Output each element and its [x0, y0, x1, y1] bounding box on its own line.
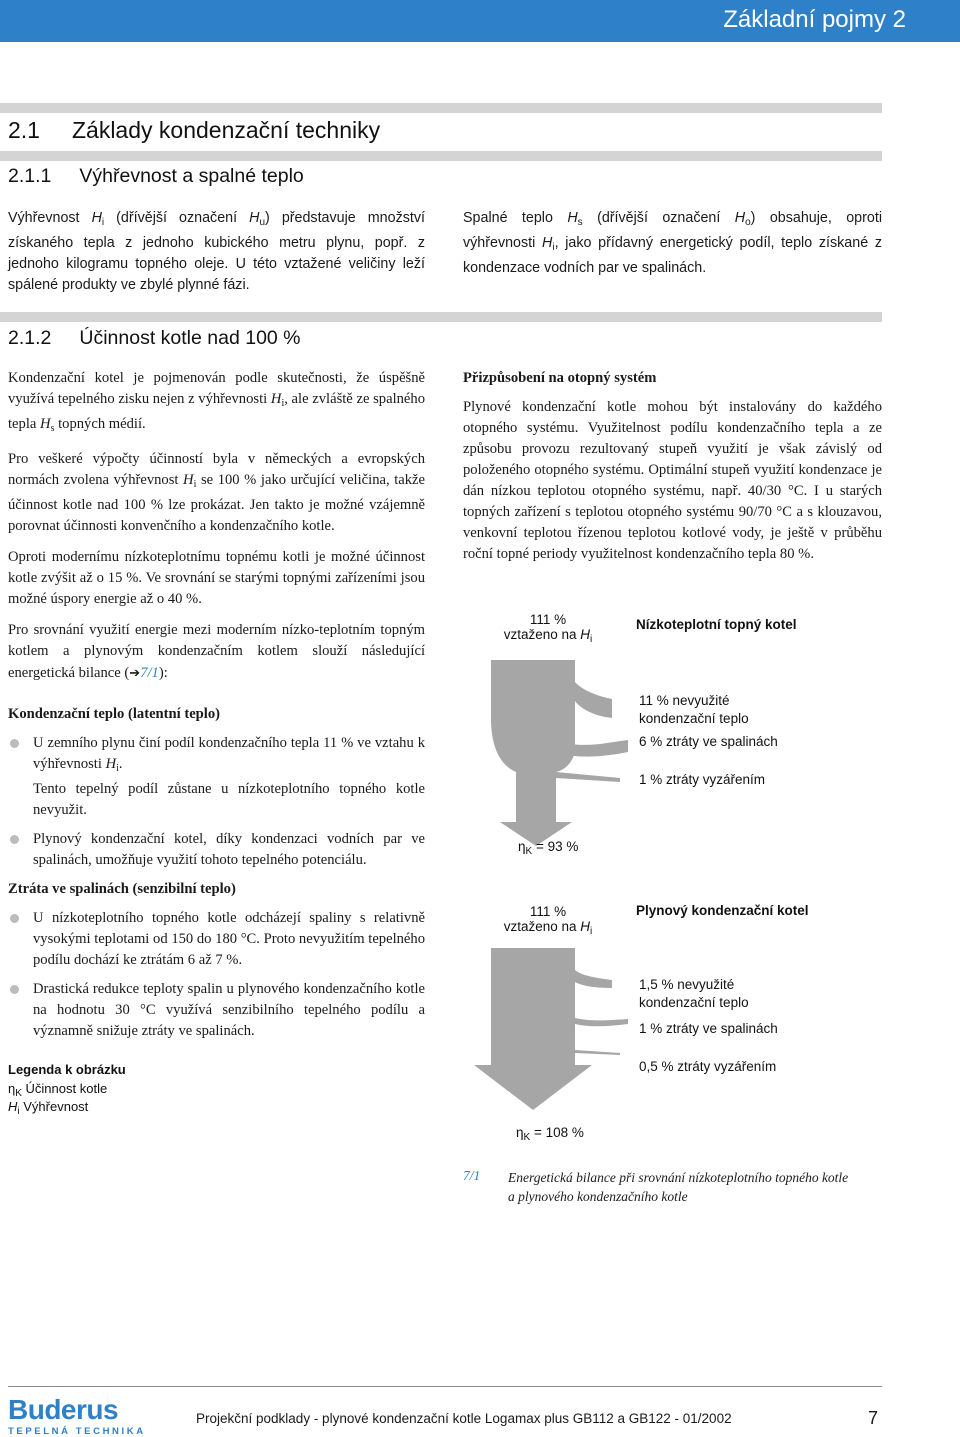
figure-ref-link[interactable]: 7/1: [140, 665, 159, 681]
diagram2-unused-label: 1,5 % nevyužité kondenzační teplo: [639, 977, 749, 1010]
section-2-1-2-heading: [8, 327, 301, 350]
flow-output-arrow: [474, 1000, 592, 1110]
gross-calorific-text: Spalné teplo $H_s$ (dřívější označení $H_o$) obsahuje, oproti výhřevnosti $H_i$, jako přídavný energetický podíl, teplo získané z kondenzace vodních par ve spalinách.: [463, 210, 882, 276]
section-title: Účinnost kotle nad 100 %: [79, 327, 301, 349]
efficiency-paragraph-3: Oproti modernímu nízkoteplotnímu topnému kotli je možné účinnost kotle zvýšit až o 15 %. Ve srovnání se starými topnými zařízeními jsou možné úspory energie až o 40 %.: [8, 549, 425, 607]
bullet-flue-1: U nízkoteplotního topného kotle odcházejí spaliny s relativně vysokými teplotami od 150 do 180 °C. Proto nevyužitím tepelného podílu dochází ke ztrátám 6 až 7 %.: [8, 908, 425, 971]
section-2-1-heading: [8, 117, 380, 144]
section-number: 2.1: [8, 117, 40, 143]
subsection-rule: [0, 312, 882, 322]
diagram2-input-label: 111 % vztaženo na $H_i$: [503, 904, 593, 937]
diagram1-input-label: 111 % vztaženo na $H_i$: [503, 612, 593, 645]
section-title: Výhřevnost a spalné teplo: [79, 165, 304, 187]
flow-radiation-loss: [575, 1050, 620, 1055]
efficiency-paragraph-1: Kondenzační kotel je pojmenován podle skutečnosti, že úspěšně využívá tepelného zisku nejen z výhřevnosti $H_i$, ale zvláště ze spalného tepla $H_s$ topných médií.: [8, 370, 426, 434]
bullet-latent-2: Plynový kondenzační kotel, díky kondenzaci vodních par ve spalinách, umožňuje využití tohoto tepelného potenciálu.: [8, 829, 425, 871]
section-number: 2.1.2: [8, 327, 52, 349]
page-header-title: Základní pojmy 2: [723, 6, 906, 33]
diagram1-flue-label: 6 % ztráty ve spalinách: [639, 734, 778, 749]
legend-eta: $\eta_K$ Účinnost kotle: [8, 1081, 108, 1099]
flow-radiation-loss: [556, 772, 620, 782]
diagram2-efficiency: $\eta_K = 108$ %: [516, 1125, 584, 1143]
diagram2-title: Plynový kondenzační kotel: [636, 903, 809, 918]
figure-number: 7/1: [463, 1168, 481, 1183]
efficiency-paragraph-4: Pro srovnání využití energie mezi moderním nízko-teplotním topným kotlem a plynovým kondenzačním kotlem slouží následující energetická bilance (➔7/1):: [8, 622, 425, 681]
bullet-latent-1: U zemního plynu činí podíl kondenzačního tepla 11 % ve vztahu k výhřevnosti $H_i$. Tento tepelný podíl zůstane u nízkoteplotního topného kotle nevyužit.: [8, 733, 425, 821]
legend-hi: $H_i$ Výhřevnost: [8, 1099, 89, 1117]
flue-loss-heading: Ztráta ve spalinách (senzibilní teplo): [8, 881, 236, 897]
efficiency-column: [8, 368, 425, 1042]
section-number: 2.1.1: [8, 165, 52, 187]
diagram2-radiation-label: 0,5 % ztráty vyzářením: [639, 1059, 777, 1074]
legend-title: Legenda k obrázku: [8, 1062, 126, 1077]
flow-output-arrow: [491, 718, 575, 846]
diagram1-title: Nízkoteplotní topný kotel: [636, 617, 797, 632]
bullet-flue-2: Drastická redukce teploty spalin u plynového kondenzačního kotle na hodnotu 30 °C využívá senzibilního tepelného podílu a významně snižuje ztráty ve spalinách.: [8, 979, 425, 1042]
section-rule: [0, 103, 882, 113]
latent-heat-heading: Kondenzační teplo (latentní teplo): [8, 706, 221, 722]
diagram1-efficiency: $\eta_K = 93$ %: [518, 839, 579, 857]
diagram1-unused-label: 11 % nevyužité kondenzační teplo: [639, 693, 749, 726]
arrow-icon: ➔: [129, 665, 141, 680]
subsection-rule: [0, 151, 882, 161]
flow-flue-loss: [575, 1018, 628, 1026]
footer-text: Projekční podklady - plynové kondenzační kotle Logamax plus GB112 a GB122 - 01/2002: [196, 1411, 732, 1426]
efficiency-paragraph-2: Pro veškeré výpočty účinností byla v německých a evropských normách zvolena výhřevnost $H_i$ se 100 % jako určující veličina, takže účinnost kotle nad 100 % lze prokázat. Jen takto je možné vzájemně porovnat účinnosti konvenčního a kondenzačního kotle.: [8, 451, 425, 534]
buderus-logo: Buderus TEPELNÁ TECHNIKA: [8, 1394, 146, 1437]
adaptation-column: [463, 368, 882, 565]
calorific-value-text: Výhřevnost $H_i$ (dřívější označení $H_u$) představuje množství získaného tepla z jednoho kubického metru plynu, popř. z jednoho kilogramu topného oleje. U této vztažené veličiny leží spálené produkty ve zbylé plynné fázi.: [8, 210, 425, 293]
footer-rule: [8, 1386, 882, 1387]
page-number: 7: [868, 1408, 879, 1428]
figure-caption: Energetická bilance při srovnání nízkoteplotního topného kotle a plynového kondenzačního kotle: [508, 1170, 849, 1204]
section-title: Základy kondenzační techniky: [71, 117, 381, 143]
section-2-1-1-heading: [8, 165, 304, 188]
diagram1-radiation-label: 1 % ztráty vyzářením: [639, 772, 766, 787]
adaptation-paragraph: Plynové kondenzační kotle mohou být instalovány do každého otopného systému. Využitelnost podílu kondenzačního tepla a ze způsobu provozu rezultovaný stupeň využití je však závislý od položeného otopného systému. Optimální stupeň využití kondenzace je dán nízkou teplotou otopného systému, např. 40/30 °C. I u starých topných zařízení s teplotou otopného systému 90/70 °C a s klouzavou, venkovní teplotou řízenou teplotou kotlové vody, je ještě v průběhu roční topné periody využitelnost kondenzačního tepla 80 %.: [463, 399, 882, 562]
flow-input-band: [491, 948, 612, 1000]
adaptation-heading: Přizpůsobení na otopný systém: [463, 370, 657, 386]
figure-legend: [8, 1062, 126, 1117]
flow-input-band: [491, 660, 612, 718]
diagram2-flue-label: 1 % ztráty ve spalinách: [639, 1021, 778, 1036]
